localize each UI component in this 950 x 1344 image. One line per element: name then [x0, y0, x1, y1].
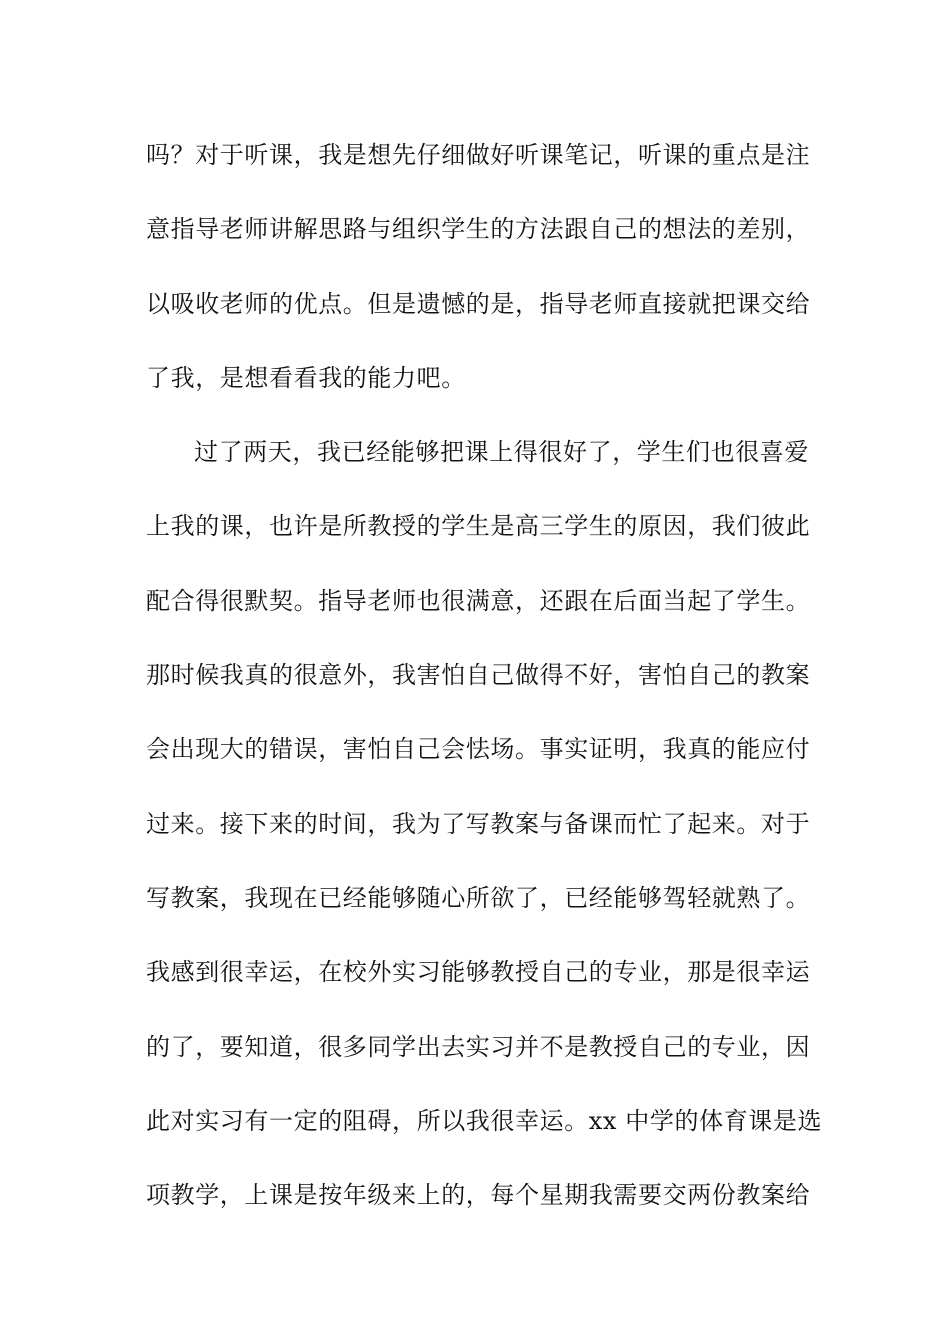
text-line: 会出现大的错误，害怕自己会怯场。事实证明，我真的能应付 [146, 735, 811, 764]
text-line: 吗？对于听课，我是想先仔细做好听课笔记，听课的重点是注 [146, 141, 811, 169]
text-line: 过来。接下来的时间，我为了写教案与备课而忙了起来。对于 [146, 809, 811, 838]
paragraph-start-line: 过了两天，我已经能够把课上得很好了，学生们也很喜爱 [194, 438, 809, 467]
text-line: 了我，是想看看我的能力吧。 [146, 363, 466, 392]
text-line: 上我的课，也许是所教授的学生是高三学生的原因，我们彼此 [146, 512, 811, 541]
text-line: 项教学，上课是按年级来上的，每个星期我需要交两份教案给 [146, 1181, 811, 1210]
text-line: 配合得很默契。指导老师也很满意，还跟在后面当起了学生。 [146, 586, 811, 615]
text-line: 我感到很幸运，在校外实习能够教授自己的专业，那是很幸运 [146, 958, 811, 987]
text-line: 以吸收老师的优点。但是遗憾的是，指导老师直接就把课交给 [146, 289, 811, 318]
text-line: 那时候我真的很意外，我害怕自己做得不好，害怕自己的教案 [146, 661, 811, 690]
text-line: 写教案，我现在已经能够随心所欲了，已经能够驾轻就熟了。 [146, 883, 811, 912]
text-line: 的了，要知道，很多同学出去实习并不是教授自己的专业，因 [146, 1032, 811, 1061]
text-line: 此对实习有一定的阻碍，所以我很幸运。xx 中学的体育课是选 [146, 1106, 823, 1135]
body-text [146, 118, 823, 1232]
text-line: 意指导老师讲解思路与组织学生的方法跟自己的想法的差别， [146, 215, 811, 244]
